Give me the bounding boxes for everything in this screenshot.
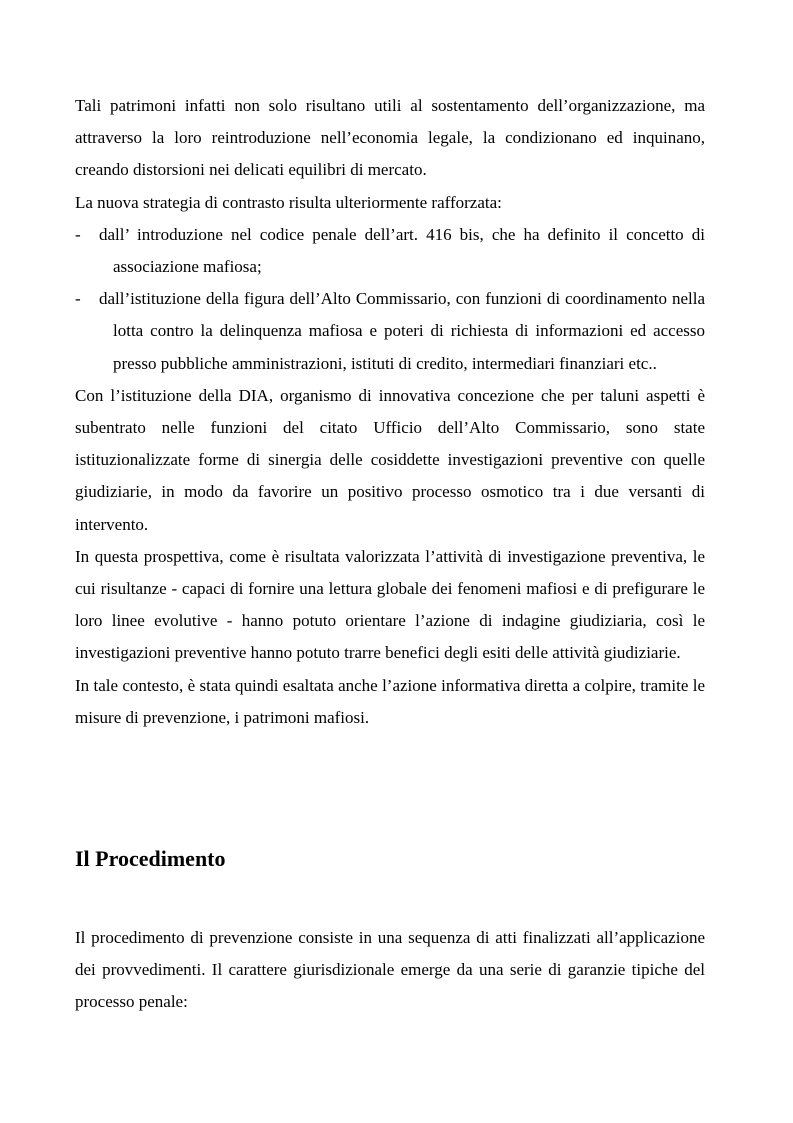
body-text <box>75 90 705 734</box>
paragraph-2: La nuova strategia di contrasto risulta ulteriormente rafforzata: <box>75 192 502 212</box>
list-marker: - <box>75 224 81 244</box>
section-body <box>75 922 705 1019</box>
paragraph-5: In tale contesto, è stata quindi esaltata anche l’azione informativa diretta a colpire, tramite le misure di prevenzione, i patrimoni mafiosi. <box>75 675 705 727</box>
paragraph-3: Con l’istituzione della DIA, organismo di innovativa concezione che per taluni aspetti è subentrato nelle funzioni del citato Ufficio dell’Alto Commissario, sono state istituzionalizzate forme di sinergia delle cosiddette investigazioni preventive con quelle giudiziarie, in modo da favorire un positivo processo osmotico tra i due versanti di intervento. <box>75 385 705 534</box>
section-heading: Il Procedimento <box>75 846 226 871</box>
paragraph-4: In questa prospettiva, come è risultata valorizzata l’attività di investigazione preventiva, le cui risultanze - capaci di fornire una lettura globale dei fenomeni mafiosi e di prefigurare le loro linee evolutive - hanno potuto orientare l’azione di indagine giudiziaria, così le investigazioni preventive hanno potuto trarre benefici degli esiti delle attività giudiziarie. <box>75 546 705 663</box>
list-item-text: dall’ introduzione nel codice penale dell’art. 416 bis, che ha definito il concetto di associazione mafiosa; <box>99 224 705 277</box>
paragraph-1: Tali patrimoni infatti non solo risultano utili al sostentamento dell’organizzazione, ma attraverso la loro reintroduzione nell’economia legale, la condizionano ed inquinano, creando distorsioni nei delicati equilibri di mercato. <box>75 96 705 180</box>
list-item-text: dall’istituzione della figura dell’Alto Commissario, con funzioni di coordinamento nella lotta contro la delinquenza mafiosa e poteri di richiesta di informazioni ed accesso presso pubbliche amministrazioni, istituti di credito, intermediari finanziari etc.. <box>99 289 705 373</box>
list-item <box>75 219 705 283</box>
section-paragraph-1: Il procedimento di prevenzione consiste in una sequenza di atti finalizzati all’applicazione dei provvedimenti. Il carattere giurisdizionale emerge da una serie di garanzie tipiche del processo penale: <box>75 928 705 1012</box>
list-item <box>75 283 705 380</box>
list-marker: - <box>75 289 81 309</box>
